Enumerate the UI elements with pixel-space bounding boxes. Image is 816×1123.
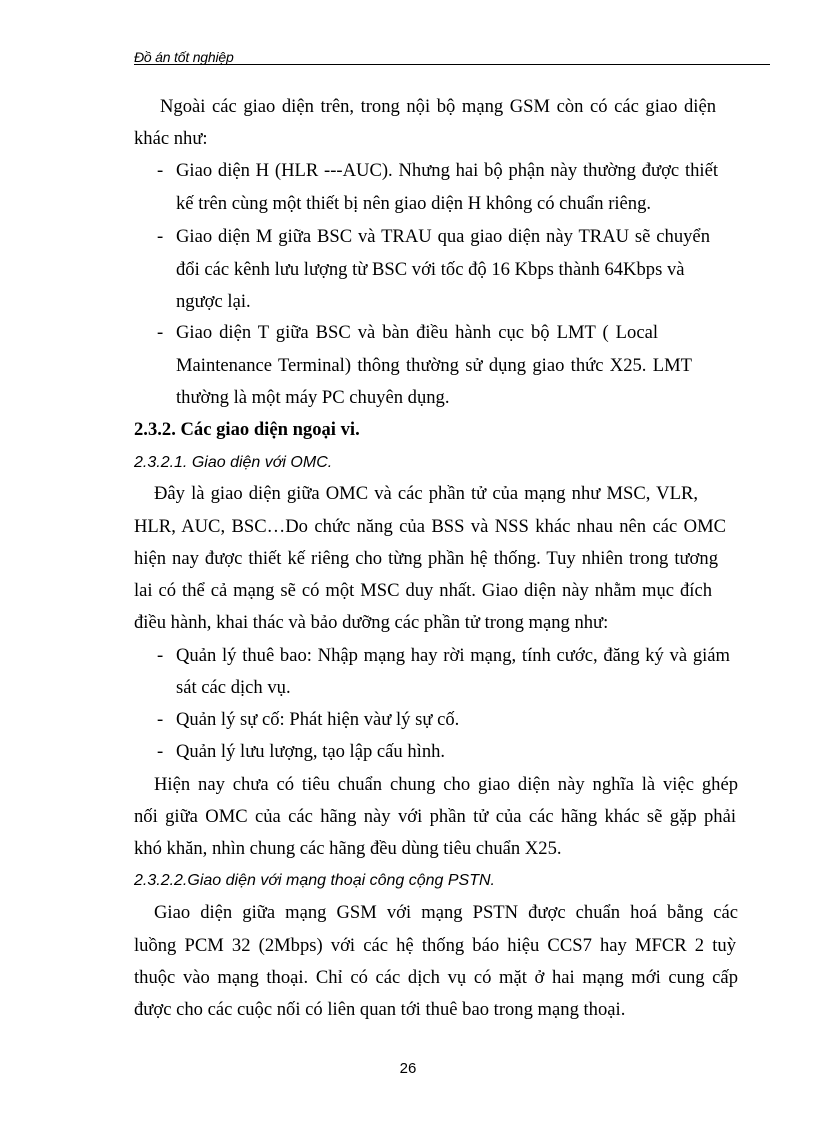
paragraph-line: Đây là giao diện giữa OMC và các phần tử của mạng như MSC, VLR,: [154, 483, 698, 504]
paragraph-line: Hiện nay chưa có tiêu chuẩn chung cho giao diện này nghĩa là việc ghép: [154, 774, 738, 795]
bullet-marker: -: [157, 709, 164, 730]
list-item-line: Giao diện H (HLR ---AUC). Nhưng hai bộ phận này thường được thiết: [176, 160, 718, 181]
list-item-line: sát các dịch vụ.: [176, 677, 291, 698]
header-title: Đồ án tốt nghiệp: [134, 49, 234, 65]
paragraph-line: hiện nay được thiết kế riêng cho từng phần hệ thống. Tuy nhiên trong tương: [134, 548, 718, 569]
section-heading: 2.3.2. Các giao diện ngoại vi.: [134, 419, 360, 440]
list-item-line: Maintenance Terminal) thông thường sử dụng giao thức X25. LMT: [176, 355, 692, 376]
list-item-line: Giao diện T giữa BSC và bàn điều hành cục bộ LMT ( Local: [176, 322, 658, 343]
page-header: [134, 46, 770, 65]
list-item-line: Quản lý thuê bao: Nhập mạng hay rời mạng, tính cước, đăng ký và giám: [176, 645, 730, 666]
list-item-line: Giao diện M giữa BSC và TRAU qua giao diện này TRAU sẽ chuyển: [176, 226, 710, 247]
list-item-line: đổi các kênh lưu lượng từ BSC với tốc độ 16 Kbps thành 64Kbps và: [176, 259, 685, 280]
list-item-line: Quản lý sự cố: Phát hiện vàư lý sự cố.: [176, 709, 460, 730]
bullet-marker: -: [157, 160, 164, 181]
paragraph-line: Ngoài các giao diện trên, trong nội bộ mạng GSM còn có các giao diện: [160, 96, 716, 117]
paragraph-line: HLR, AUC, BSC…Do chức năng của BSS và NSS khác nhau nên các OMC: [134, 516, 726, 537]
paragraph-line: khó khăn, nhìn chung các hãng đều dùng tiêu chuẩn X25.: [134, 838, 562, 859]
page-number: 26: [399, 1060, 417, 1077]
bullet-marker: -: [157, 645, 164, 666]
paragraph-line: khác như:: [134, 128, 208, 149]
list-item-line: thường là một máy PC chuyên dụng.: [176, 387, 450, 408]
bullet-marker: -: [157, 226, 164, 247]
subsection-heading: 2.3.2.2.Giao diện với mạng thoại công cộng PSTN.: [134, 872, 495, 889]
paragraph-line: thuộc vào mạng thoại. Chỉ có các dịch vụ có mặt ở hai mạng mới cung cấp: [134, 967, 738, 988]
paragraph-line: luồng PCM 32 (2Mbps) với các hệ thống báo hiệu CCS7 hay MFCR 2 tuỳ: [134, 935, 736, 956]
paragraph-line: lai có thể cả mạng sẽ có một MSC duy nhất. Giao diện này nhằm mục đích: [134, 580, 712, 601]
paragraph-line: Giao diện giữa mạng GSM với mạng PSTN được chuẩn hoá bằng các: [154, 902, 738, 923]
bullet-marker: -: [157, 741, 164, 762]
subsection-heading: 2.3.2.1. Giao diện với OMC.: [134, 454, 333, 471]
paragraph-line: nối giữa OMC của các hãng này với phần tử của các hãng khác sẽ gặp phải: [134, 806, 736, 827]
list-item-line: Quản lý lưu lượng, tạo lập cấu hình.: [176, 741, 446, 762]
paragraph-line: điều hành, khai thác và bảo dưỡng các phần tử trong mạng như:: [134, 612, 609, 633]
list-item-line: ngược lại.: [176, 291, 251, 312]
bullet-marker: -: [157, 322, 164, 343]
paragraph-line: được cho các cuộc nối có liên quan tới thuê bao trong mạng thoại.: [134, 999, 626, 1020]
list-item-line: kế trên cùng một thiết bị nên giao diện H không có chuẩn riêng.: [176, 193, 652, 214]
